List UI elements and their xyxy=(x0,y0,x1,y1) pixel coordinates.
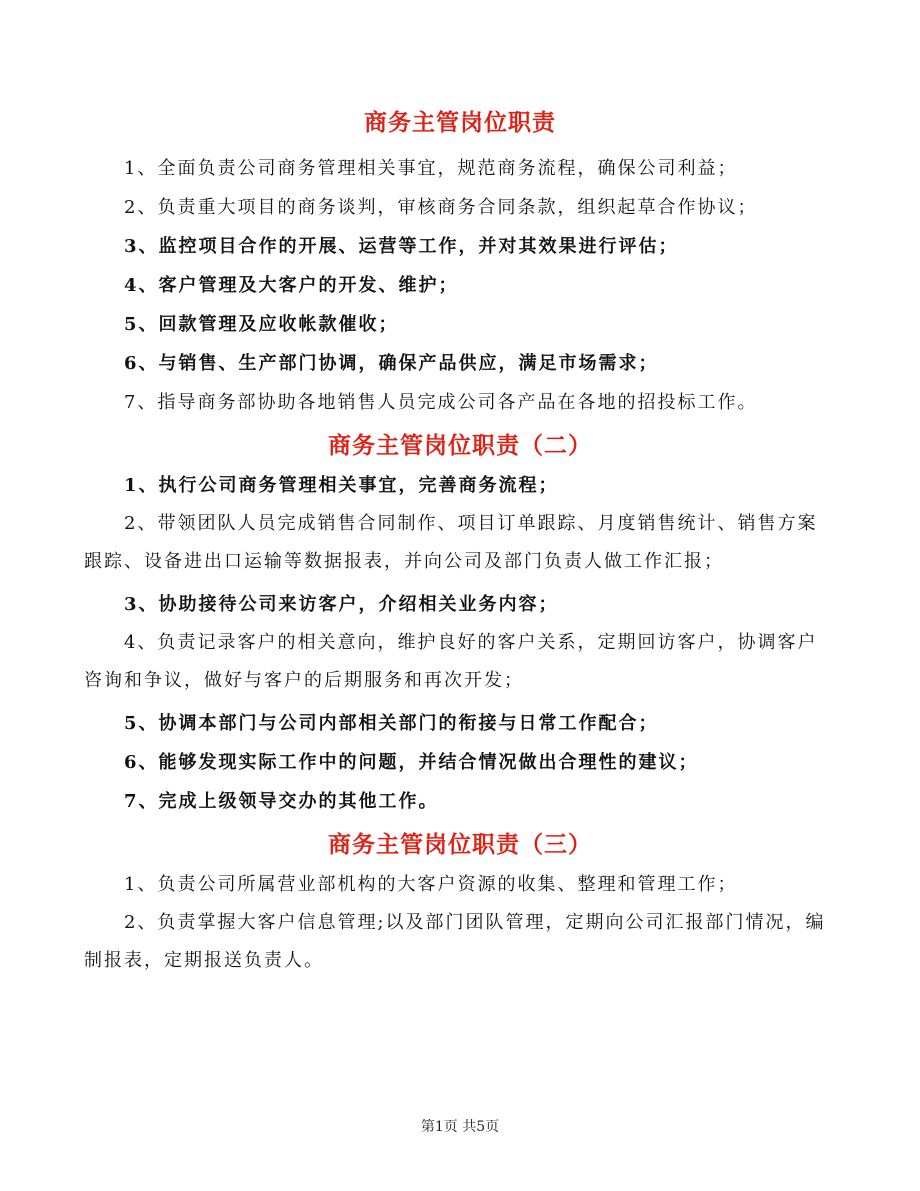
list-item: 2、负责重大项目的商务谈判，审核商务合同条款，组织起草合作协议； xyxy=(124,197,758,218)
list-item: 1、执行公司商务管理相关事宜，完善商务流程； xyxy=(124,475,559,496)
page-footer: 第1页 共5页 xyxy=(420,1119,500,1135)
list-item: 5、回款管理及应收帐款催收； xyxy=(124,314,399,335)
list-item: 7、完成上级领导交办的其他工作。 xyxy=(124,791,439,812)
section-title: 商务主管岗位职责 xyxy=(364,109,556,136)
section-2 xyxy=(84,426,836,821)
list-item: 3、协助接待公司来访客户，介绍相关业务内容； xyxy=(124,594,559,615)
section-title: 商务主管岗位职责（二） xyxy=(328,432,592,459)
list-item: 3、监控项目合作的开展、运营等工作，并对其效果进行评估； xyxy=(124,236,679,257)
list-item: 6、与销售、生产部门协调，确保产品供应，满足市场需求； xyxy=(124,353,659,374)
list-item: 4、客户管理及大客户的开发、维护； xyxy=(124,275,459,296)
list-item: 2、负责掌握大客户信息管理;以及部门团队管理，定期向公司汇报部门情况，编制报表，定期报送负责人。 xyxy=(84,912,826,971)
list-item: 2、带领团队人员完成销售合同制作、项目订单跟踪、月度销售统计、销售方案跟踪、设备进出口运输等数据报表，并向公司及部门负责人做工作汇报； xyxy=(84,513,818,572)
list-item: 5、协调本部门与公司内部相关部门的衔接与日常工作配合； xyxy=(124,713,659,734)
list-item: 7、指导商务部协助各地销售人员完成公司各产品在各地的招投标工作。 xyxy=(124,392,758,413)
list-item: 1、全面负责公司商务管理相关事宜，规范商务流程，确保公司利益； xyxy=(124,158,738,179)
section-1 xyxy=(84,103,836,422)
list-item: 6、能够发现实际工作中的问题，并结合情况做出合理性的建议； xyxy=(124,752,699,773)
section-3 xyxy=(84,825,836,980)
section-title: 商务主管岗位职责（三） xyxy=(328,831,592,858)
list-item: 1、负责公司所属营业部机构的大客户资源的收集、整理和管理工作； xyxy=(124,874,738,895)
list-item: 4、负责记录客户的相关意向，维护良好的客户关系，定期回访客户，协调客户咨询和争议，做好与客户的后期服务和再次开发； xyxy=(84,632,818,691)
